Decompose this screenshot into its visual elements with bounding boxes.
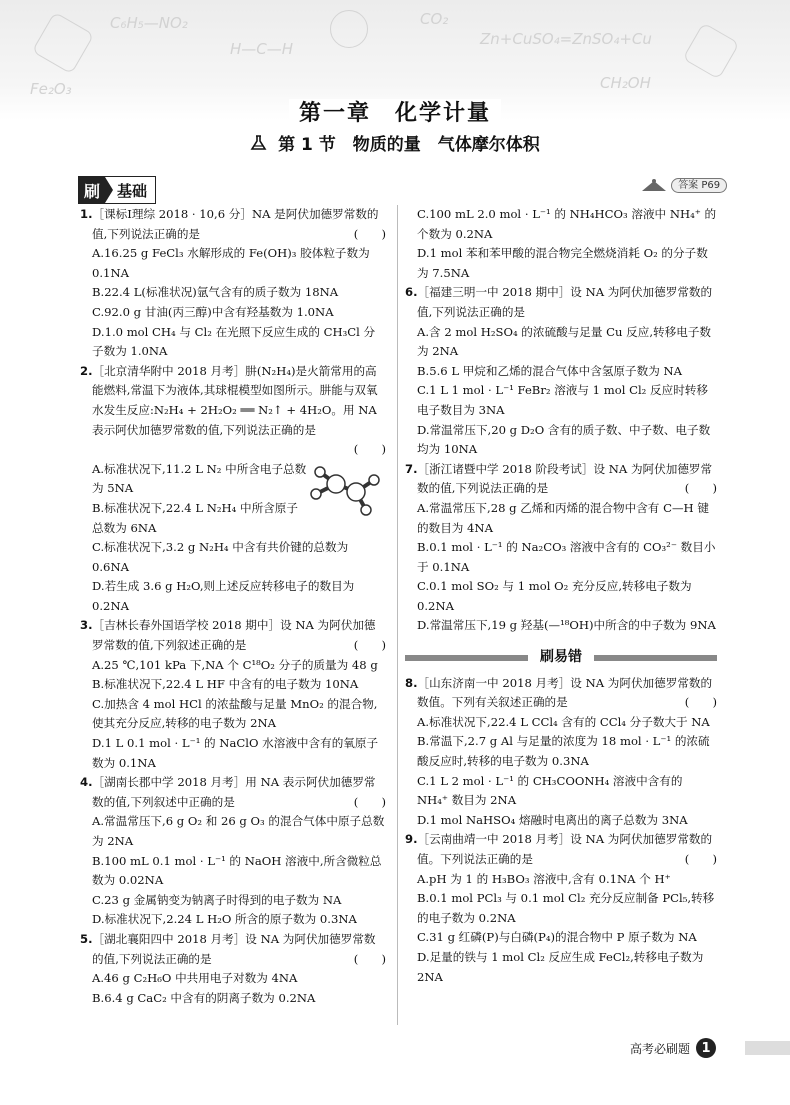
- option-b: B.0.1 mol · L⁻¹ 的 Na₂CO₃ 溶液中含有的 CO₃²⁻ 数目小于 0.1NA: [417, 540, 716, 574]
- option-d: D.1 mol NaHSO₄ 熔融时电离出的离子总数为 3NA: [417, 812, 688, 827]
- question-number: 1.: [80, 207, 93, 221]
- option-a: A.pH 为 1 的 H₃BO₃ 溶液中,含有 0.1NA 个 H⁺: [417, 871, 671, 886]
- option-d: D.常温常压下,20 g D₂O 含有的质子数、中子数、电子数均为 10NA: [417, 422, 711, 457]
- option-a: A.常温常压下,6 g O₂ 和 26 g O₃ 的混合气体中原子总数为 2NA: [92, 814, 385, 848]
- option-a: A.含 2 mol H₂SO₄ 的浓硫酸与足量 Cu 反应,转移电子数为 2NA: [417, 324, 712, 359]
- banner-formula: CO₂: [420, 10, 449, 28]
- question: [80, 205, 386, 362]
- question: [80, 362, 386, 617]
- option-c: C.标准状况下,3.2 g N₂H₄ 中含有共价键的总数为 0.6NA: [92, 540, 349, 574]
- option-d: D.标准状况下,2.24 L H₂O 所含的原子数为 0.3NA: [92, 912, 357, 927]
- section-title: 第 1 节 物质的量 气体摩尔体积: [0, 130, 790, 156]
- banner-formula: Fe₂O₃: [30, 80, 72, 98]
- answer-blank: ( ): [684, 695, 717, 710]
- option-b: B.常温下,2.7 g Al 与足量的浓度为 18 mol · L⁻¹ 的浓硫酸反应时,转移的电子数为 0.3NA: [417, 734, 710, 769]
- option-b: B.5.6 L 甲烷和乙烯的混合气体中含氢原子数为 NA: [417, 363, 683, 378]
- option-c: C.31 g 红磷(P)与白磷(P₄)的混合物中 P 原子数为 NA: [417, 930, 697, 945]
- question-stem: ［福建三明一中 2018 期中］设 NA 为阿伏加德罗常数的值,下列说法正确的是: [417, 285, 713, 319]
- section-tag-basic: 刷 基础: [78, 176, 156, 204]
- hexagon-decoration: [330, 10, 368, 48]
- option-a: A.25 ℃,101 kPa 下,NA 个 C¹⁸O₂ 分子的质量为 48 g: [92, 657, 378, 672]
- page-footer: [630, 1038, 716, 1058]
- option-a: A.常温常压下,28 g 乙烯和丙烯的混合物中含有 C—H 键的数目为 4NA: [417, 500, 709, 535]
- option-b: B.0.1 mol PCl₃ 与 0.1 mol Cl₂ 充分反应制备 PCl₅,转移的电子数为 0.2NA: [417, 891, 715, 925]
- banner-formula: C₆H₅—NO₂: [110, 14, 188, 32]
- option-d: D.常温常压下,19 g 羟基(—¹⁸OH)中所含的中子数为 9NA: [417, 618, 716, 633]
- question-number: 9.: [405, 832, 418, 847]
- chapter-title: 第一章 化学计量: [0, 96, 790, 127]
- footer-bar-decoration: [745, 1041, 790, 1055]
- option-b: B.22.4 L(标准状况)氩气含有的质子数为 18NA: [92, 285, 339, 300]
- option-a: A.16.25 g FeCl₃ 水解形成的 Fe(OH)₃ 胶体粒子数为 0.1NA: [92, 246, 370, 280]
- question-number: 7.: [405, 461, 418, 476]
- question: [405, 830, 717, 987]
- question-number: 8.: [405, 675, 418, 690]
- question: [405, 283, 717, 459]
- question-stem: ［山东济南一中 2018 月考］设 NA 为阿伏加德罗常数的数值。下列有关叙述正确的是: [417, 675, 713, 710]
- option-c: C.100 mL 2.0 mol · L⁻¹ 的 NH₄HCO₃ 溶液中 NH₄⁺ 的个数为 0.2NA: [417, 207, 717, 241]
- option-d: D.1.0 mol CH₄ 与 Cl₂ 在光照下反应生成的 CH₃Cl 分子数为 1.0NA: [92, 324, 376, 359]
- option-c: C.1 L 2 mol · L⁻¹ 的 CH₃COONH₄ 溶液中含有的 NH₄⁺ 数目为 2NA: [417, 773, 683, 808]
- hexagon-decoration: [32, 12, 95, 75]
- section-break-error-prone: [405, 648, 717, 668]
- answer-reference: 答案 P69: [640, 176, 727, 192]
- option-a: A.标准状况下,22.4 L CCl₄ 含有的 CCl₄ 分子数大于 NA: [417, 714, 710, 729]
- question: [80, 616, 386, 773]
- question-number: 4.: [80, 775, 93, 790]
- question-number: 5.: [80, 931, 93, 946]
- question-number: 2.: [80, 363, 93, 378]
- question-stem: ［湖南长郡中学 2018 月考］用 NA 表示阿伏加德罗常数的值,下列叙述中正确的是: [92, 775, 376, 809]
- question-stem: ［北京清华附中 2018 月考］肼(N₂H₄)是火箭常用的高能燃料,常温下为液体,其球棍模型如图所示。肼能与双氧水发生反应:N₂H₄ + 2H₂O₂ ══ N₂↑ + 4H₂O。用 NA 表示阿伏加德罗常数的值,下列说法正确的是: [92, 363, 378, 437]
- answer-blank: ( ): [353, 226, 386, 241]
- option-a: A.标准状况下,11.2 L N₂ 中所含电子总数为 5NA: [92, 461, 307, 496]
- answer-blank: ( ): [353, 951, 386, 966]
- right-column: [405, 205, 717, 987]
- option-d: D.1 mol 苯和苯甲酸的混合物完全燃烧消耗 O₂ 的分子数为 7.5NA: [417, 246, 708, 280]
- question-stem: ［浙江诸暨中学 2018 阶段考试］设 NA 为阿伏加德罗常数的值,下列说法正确的是: [417, 461, 713, 496]
- footer-label: 高考必刷题: [630, 1041, 691, 1056]
- option-b: B.标准状况下,22.4 L N₂H₄ 中所含原子总数为 6NA: [92, 500, 298, 535]
- question-stem: ［课标Ⅰ理综 2018 · 10,6 分］NA 是阿伏加德罗常数的值,下列说法正确的是: [92, 207, 379, 241]
- question: [405, 674, 717, 831]
- flask-icon: [250, 135, 268, 156]
- question-stem: ［云南曲靖一中 2018 月考］设 NA 为阿伏加德罗常数的值。下列说法正确的是: [417, 832, 713, 866]
- page-number: 1: [696, 1038, 716, 1058]
- answer-blank: ( ): [684, 852, 717, 866]
- answer-lamp-icon: [640, 178, 668, 192]
- option-b: B.100 mL 0.1 mol · L⁻¹ 的 NaOH 溶液中,所含微粒总数为 0.02NA: [92, 853, 382, 888]
- question: [405, 460, 717, 636]
- hexagon-decoration: [682, 22, 739, 79]
- answer-blank: ( ): [353, 794, 386, 809]
- option-d: D.若生成 3.6 g H₂O,则上述反应转移电子的数目为 0.2NA: [92, 579, 355, 613]
- option-b: B.标准状况下,22.4 L HF 中含有的电子数为 10NA: [92, 677, 359, 692]
- left-column: [80, 205, 386, 1008]
- option-c: C.1 L 1 mol · L⁻¹ FeBr₂ 溶液与 1 mol Cl₂ 反应时转移电子数目为 3NA: [417, 383, 708, 417]
- option-a: A.46 g C₂H₆O 中共用电子对数为 4NA: [92, 971, 298, 986]
- banner-formula: CH₂OH: [600, 74, 651, 92]
- question: [80, 930, 386, 1008]
- question-number: 6.: [405, 285, 418, 300]
- question: [80, 773, 386, 930]
- question-number: 3.: [80, 618, 93, 633]
- option-c: C.23 g 金属钠变为钠离子时得到的电子数为 NA: [92, 892, 342, 907]
- option-b: B.6.4 g CaC₂ 中含有的阴离子数为 0.2NA: [92, 990, 316, 1005]
- hydrazine-ball-stick-model: [308, 460, 386, 520]
- question-stem: ［湖北襄阳四中 2018 月考］设 NA 为阿伏加德罗常数的值,下列说法正确的是: [92, 931, 376, 966]
- question-stem: ［吉林长春外国语学校 2018 期中］设 NA 为阿伏加德罗常数的值,下列叙述正确的是: [92, 618, 376, 653]
- column-divider: [397, 205, 398, 1025]
- option-d: D.足量的铁与 1 mol Cl₂ 反应生成 FeCl₂,转移电子数为 2NA: [417, 949, 704, 984]
- option-c: C.92.0 g 甘油(丙三醇)中含有羟基数为 1.0NA: [92, 304, 334, 319]
- answer-blank: ( ): [353, 638, 386, 653]
- answer-blank: ( ): [684, 481, 717, 496]
- option-c: C.加热含 4 mol HCl 的浓盐酸与足量 MnO₂ 的混合物,使其充分反应,转移的电子数为 2NA: [92, 696, 378, 731]
- question-continued: [405, 205, 717, 283]
- option-c: C.0.1 mol SO₂ 与 1 mol O₂ 充分反应,转移电子数为 0.2NA: [417, 579, 692, 613]
- banner-formula: Zn+CuSO₄=ZnSO₄+Cu: [480, 30, 652, 48]
- banner-formula: H—C—H: [230, 40, 294, 58]
- answer-blank: ( ): [353, 442, 386, 457]
- section-break-label: 刷易错: [540, 649, 582, 666]
- option-d: D.1 L 0.1 mol · L⁻¹ 的 NaClO 水溶液中含有的氧原子数为 0.1NA: [92, 736, 379, 770]
